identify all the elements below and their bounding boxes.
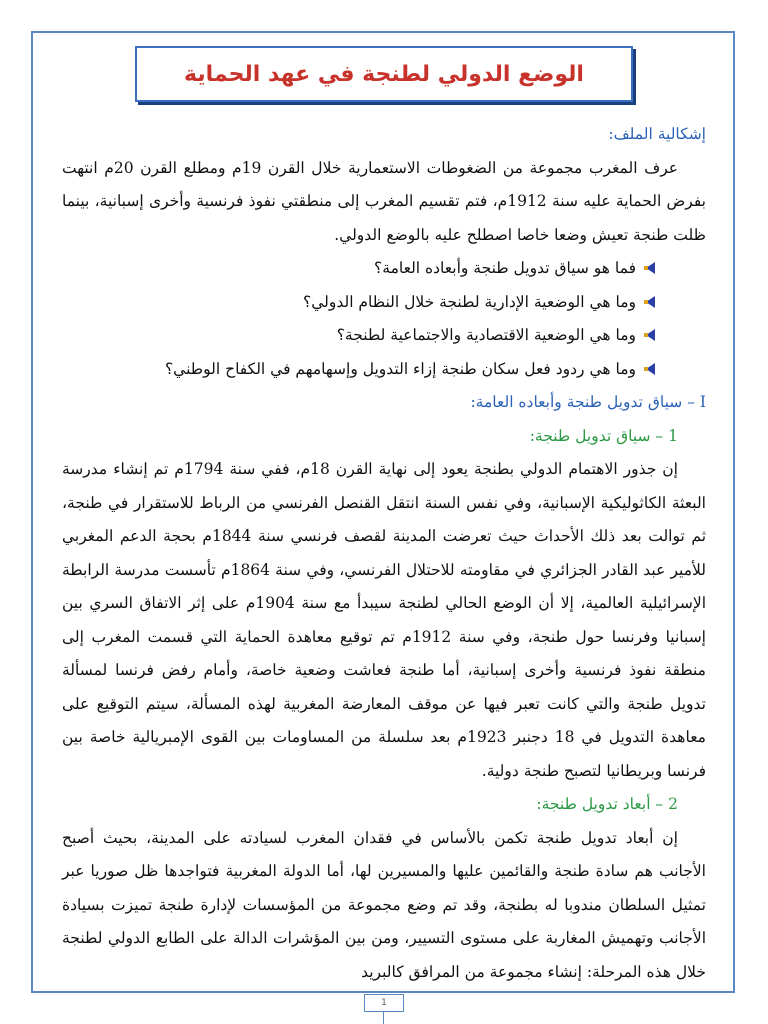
question-text: وما هي الوضعية الإدارية لطنجة خلال النظام الدولي؟ xyxy=(302,292,636,311)
question-item xyxy=(62,286,656,320)
subsection-heading: 2 – أبعاد تدويل طنجة: xyxy=(536,795,678,813)
arrow-bullet-icon xyxy=(644,363,656,375)
arrow-bullet-icon xyxy=(644,329,656,341)
title-box xyxy=(135,46,633,102)
subsection-paragraph: إن أبعاد تدويل طنجة تكمن بالأساس في فقدان المغرب لسيادته على المدينة، بحيث أصبح الأجانب هم سادة طنجة والقائمين عليها والمسيرين لها، أما الدولة المغربية فتواجدها ظل صوريا عبر تمثيل السلطان مندوبا له بطنجة، وقد تم وضع مجموعة من المؤسسات لإدارة طنجة تميزت بسيادة الأجانب وتهميش المغاربة على مستوى التسيير، ومن بين المؤشرات الدالة على الطابع الدولي لطنجة خلال هذه المرحلة: إنشاء مجموعة من المرافق كالبريد xyxy=(62,828,706,981)
subsection-heading: 1 – سياق تدويل طنجة: xyxy=(529,426,678,445)
subsection-paragraph: إن جذور الاهتمام الدولي بطنجة يعود إلى نهاية القرن 18م، ففي سنة 1794م تم إنشاء مدرسة البعثة الكاثوليكية الإسبانية، وفي نفس السنة انتقل القنصل الفرنسي من الرباط للاستقرار في طنجة، ثم توالت بعد ذلك الأحداث حيث تعرضت المدينة لقصف فرنسي سنة 1844م بحجة الدعم المغربي للأمير عبد القادر الجزائري في مقاومته للاحتلال الفرنسي، وفي سنة 1864م تأسست مدرسة الرابطة الإسرائيلية العالمية، إلا أن الوضع الحالي لطنجة سيبدأ مع سنة 1904م على إثر الاتفاق السري بين إسبانيا وفرنسا حول طنجة، وفي سنة 1912م تم توقيع معاهدة الحماية التي قسمت المغرب إلى منطقة نفوذ فرنسية وأخرى إسبانية، أما طنجة فعاشت وضعية خاصة، وأمام رفض فرنسا لمسألة تدويل طنجة والتي كانت تعبر فيها عن موقف المعارضة المغربية لهذه المسألة، سيتم التوقيع على معاهدة التدويل في 18 دجنبر 1923م بعد سلسلة من المساومات بين القوى الإمبريالية خاصة بين فرنسا وبريطانيا لتصبح طنجة دولية. xyxy=(62,460,707,780)
section-heading: I – سياق تدويل طنجة وأبعاده العامة: xyxy=(470,393,706,411)
footer-line xyxy=(383,1012,384,1024)
page-number: 1 xyxy=(364,994,404,1012)
questions-list xyxy=(62,252,706,386)
question-text: وما هي ردود فعل سكان طنجة إزاء التدويل وإسهامهم في الكفاح الوطني؟ xyxy=(164,359,636,378)
question-text: فما هو سياق تدويل طنجة وأبعاده العامة؟ xyxy=(374,259,636,277)
arrow-bullet-icon xyxy=(644,296,656,308)
question-item xyxy=(62,319,656,353)
question-item xyxy=(62,353,656,387)
intro-paragraph: عرف المغرب مجموعة من الضغوطات الاستعمارية خلال القرن 19م ومطلع القرن 20م انتهت بفرض الحماية عليه سنة 1912م، فتم تقسيم المغرب إلى منطقتي نفوذ فرنسية وأخرى إسبانية، بينما ظلت طنجة تعيش وضعا خاصا اصطلح عليه بالوضع الدولي. xyxy=(62,158,706,244)
document-body xyxy=(62,118,706,989)
question-item xyxy=(62,252,656,286)
problem-heading: إشكالية الملف: xyxy=(608,125,706,143)
question-text: وما هي الوضعية الاقتصادية والاجتماعية لطنجة؟ xyxy=(336,326,636,344)
page-title: الوضع الدولي لطنجة في عهد الحماية xyxy=(184,61,584,87)
arrow-bullet-icon xyxy=(644,262,656,274)
